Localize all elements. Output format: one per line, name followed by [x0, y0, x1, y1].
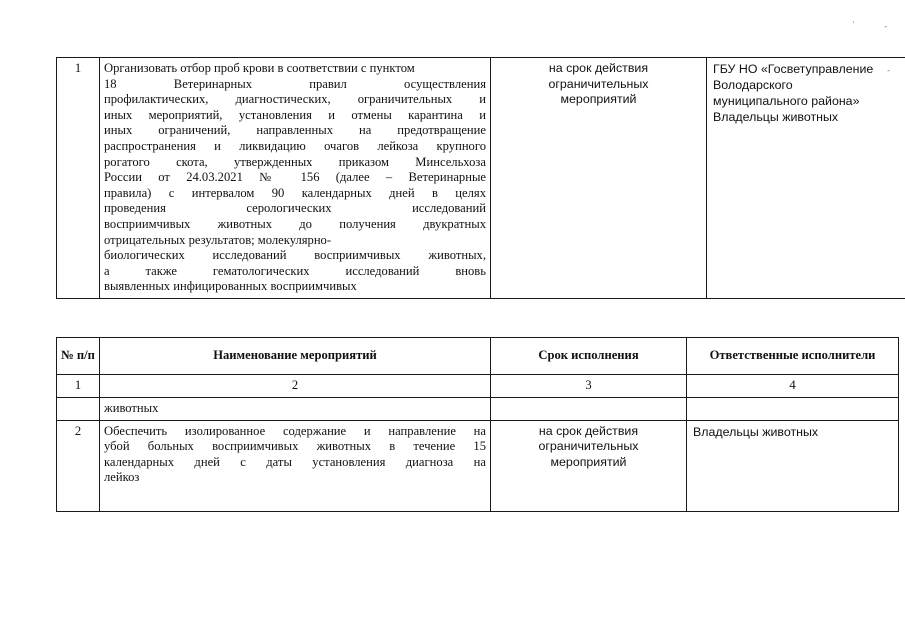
header-num: № п/п	[57, 338, 100, 375]
column-number: 3	[491, 375, 687, 398]
scan-mark: -	[887, 66, 891, 76]
header-responsible: Ответственные исполнители	[687, 338, 899, 375]
measure-text	[100, 58, 491, 299]
scan-mark: -	[884, 22, 888, 32]
text-line: отрицательных результатов; молекулярно-	[104, 232, 332, 247]
empty-cell	[57, 397, 100, 420]
table-row	[57, 420, 899, 511]
column-number: 1	[57, 375, 100, 398]
table-header-row	[57, 338, 899, 375]
responsible-cell	[707, 58, 905, 299]
row-number: 1	[57, 58, 100, 299]
text-line: иных мероприятий, установления и отмены карантина и	[104, 107, 486, 122]
row-number: 2	[57, 420, 100, 511]
responsible-line: Владельцы животных	[713, 110, 839, 124]
text-line: рогатого скота, утвержденных приказом Минсельхоза	[104, 154, 486, 169]
term-line: ограничительных	[548, 76, 649, 91]
previous-page-table	[56, 57, 905, 299]
text-line: лейкоз	[104, 470, 140, 485]
column-numbers-row	[57, 375, 899, 398]
text-line: выявленных инфицированных восприимчивых	[104, 279, 357, 294]
column-number: 2	[100, 375, 491, 398]
empty-cell	[491, 397, 687, 420]
responsible-line: ГБУ НО «Госветуправление	[713, 62, 874, 76]
empty-cell	[687, 397, 899, 420]
continuation-text: животных	[100, 397, 491, 420]
scan-mark: ·	[852, 18, 855, 28]
text-line: восприимчивых животных до получения двукратных	[104, 216, 486, 231]
text-line: распространения и ликвидацию очагов лейкоза крупного	[104, 138, 486, 153]
text-line: 18 Ветеринарных правил осуществления	[104, 76, 486, 91]
term-line: на срок действия	[538, 423, 639, 438]
text-line: профилактических, диагностических, ограничительных и	[104, 92, 486, 107]
header-term: Срок исполнения	[491, 338, 687, 375]
term-line: ограничительных	[538, 439, 639, 454]
text-line: биологических исследований восприимчивых животных,	[104, 248, 486, 263]
header-name: Наименование мероприятий	[100, 338, 491, 375]
text-line: иных ограничений, направленных на предотвращение	[104, 123, 486, 138]
responsible-line: Володарского	[713, 78, 793, 92]
responsible-line: муниципального района»	[713, 94, 860, 108]
continuation-row	[57, 397, 899, 420]
text-line: Обеспечить изолированное содержание и направление на	[104, 423, 486, 438]
text-line: Организовать отбор проб крови в соответствии с пунктом	[104, 61, 415, 75]
term-line: мероприятий	[550, 454, 627, 469]
text-line: проведения серологических исследований	[104, 201, 486, 216]
term-line: на срок действия	[548, 61, 649, 75]
measure-text	[100, 420, 491, 511]
measures-table	[56, 337, 899, 512]
column-number: 4	[687, 375, 899, 398]
term-cell	[491, 58, 707, 299]
table-row	[57, 58, 905, 299]
text-line: календарных дней с даты установления диагноза на	[104, 454, 486, 469]
term-cell	[491, 420, 687, 511]
responsible-cell: Владельцы животных	[687, 420, 899, 511]
text-line: убой больных восприимчивых животных в течение 15	[104, 439, 486, 454]
text-line: а также гематологических исследований вновь	[104, 263, 486, 278]
text-line: правила) с интервалом 90 календарных дней в целях	[104, 185, 486, 200]
term-line: мероприятий	[560, 92, 637, 107]
text-line: России от 24.03.2021 № 156 (далее – Ветеринарные	[104, 170, 486, 185]
